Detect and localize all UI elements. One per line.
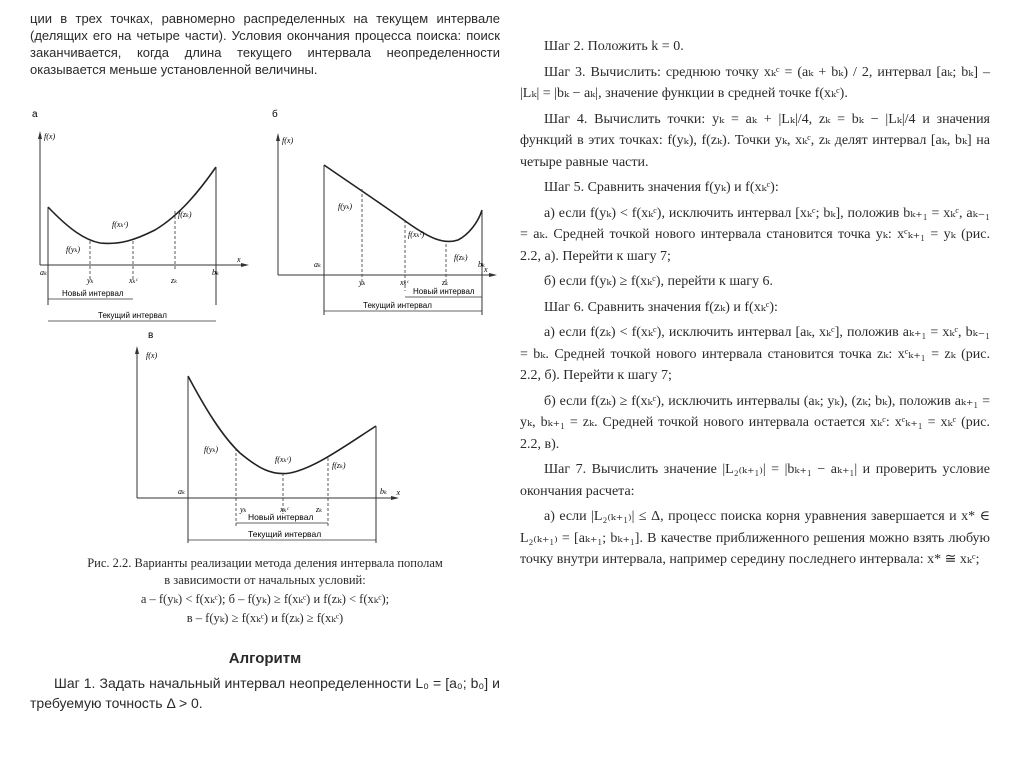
figure-c-current-interval: Текущий интервал — [248, 529, 322, 539]
figure-c-label-fzk: f(zₖ) — [332, 461, 346, 470]
figure-c-y-axis-label: f(x) — [146, 351, 158, 360]
step-6: Шаг 6. Сравнить значения f(zₖ) и f(xₖᶜ): — [544, 299, 778, 315]
algorithm-title: Алгоритм — [228, 650, 302, 667]
figure-c-letter: в — [148, 330, 154, 341]
figure-c-label-fxk: f(xₖᶜ) — [275, 455, 292, 464]
figure-b-label-ak: aₖ — [314, 260, 321, 269]
step-7: Шаг 7. Вычислить значение |L₂₍ₖ₊₁₎| = |bₖ₊₁ − aₖ₊₁| и проверить условие окончания расчета: — [520, 462, 990, 499]
figure-c-label-yk: yₖ — [240, 505, 247, 514]
step-5a: а) если f(yₖ) < f(xₖᶜ), исключить интервал [xₖᶜ; bₖ], положив bₖ₊₁ = xₖᶜ, aₖ₋₁ = aₖ. Средней точкой нового интервала становится точка yₖ: xᶜₖ₊₁ = yₖ (рис. 2.2, а). Перейти к шагу 7; — [520, 205, 990, 264]
step-5: Шаг 5. Сравнить значения f(yₖ) и f(xₖᶜ): — [544, 180, 779, 195]
figure-a-letter: а — [32, 109, 38, 120]
figure-a-curve — [48, 167, 216, 243]
caption-line-3: а – f(yₖ) < f(xₖᶜ); б – f(yₖ) ≥ f(xₖᶜ) и f(zₖ) < f(xₖᶜ); — [140, 592, 390, 606]
figure-a-label-fyk: f(yₖ) — [66, 245, 81, 254]
figure-b-x-axis-label: x — [484, 265, 488, 274]
figure-c-x-axis-label: x — [396, 488, 400, 497]
figure-c-label-fyk: f(yₖ) — [204, 445, 219, 454]
figure-a-y-axis-label: f(x) — [44, 132, 56, 141]
figure-c-label-zk: zₖ — [316, 505, 323, 514]
figure-c — [130, 328, 400, 558]
figure-b-current-interval: Текущий интервал — [363, 301, 432, 310]
intro-paragraph: ции в трех точках, равномерно распределенных на текущем интервале (делящих его на четыре части). Условия окончания процесса поиска: поиск заканчивается, когда длина текущего интервала неопределенности оказывается меньше установленной величины. — [30, 11, 500, 77]
figure-caption — [30, 555, 500, 627]
figure-a-label-zk: zₖ — [171, 276, 178, 285]
figure-b-label-bk: bₖ — [478, 260, 485, 269]
figure-a — [30, 105, 255, 340]
caption-line-2: в зависимости от начальных условий: — [164, 573, 366, 587]
figure-b-letter: б — [272, 109, 278, 120]
figure-b-label-yk: yₖ — [359, 278, 366, 287]
figure-b-y-axis-label: f(x) — [282, 136, 294, 145]
figure-b — [268, 105, 500, 340]
step-1: Шаг 1. Задать начальный интервал неопределенности L₀ = [a₀; b₀] и требуемую точность Δ > 0. — [30, 675, 500, 711]
figure-a-label-ak: aₖ — [40, 268, 47, 277]
figure-a-x-axis-label: x — [237, 255, 241, 264]
figure-b-label-xk: xₖᶜ — [400, 278, 409, 287]
figure-b-label-fzk: f(zₖ) — [454, 253, 468, 262]
figure-c-new-interval: Новый интервал — [248, 512, 314, 522]
step-3: Шаг 3. Вычислить: среднюю точку xₖᶜ = (aₖ + bₖ) / 2, интервал [aₖ; bₖ] – |Lₖ| = |bₖ − aₖ|, значение функции в средней точке f(xₖᶜ). — [520, 64, 990, 101]
caption-line-4: в – f(yₖ) ≥ f(xₖᶜ) и f(zₖ) ≥ f(xₖᶜ) — [186, 611, 344, 625]
figure-a-label-fxk: f(xₖᶜ) — [112, 220, 129, 229]
figure-b-label-fxk: f(xₖᶜ) — [408, 230, 425, 239]
step-7a: а) если |L₂₍ₖ₊₁₎| ≤ Δ, процесс поиска корня уравнения завершается и x* ∈ L₂₍ₖ₊₁₎ = [aₖ₊₁; bₖ₊₁]. В качестве приближенного решения можно взять любую точку внутри интервала, например середину последнего интервала: x* ≅ xₖᶜ; — [520, 509, 990, 567]
step-4: Шаг 4. Вычислить точки: yₖ = aₖ + |Lₖ|/4, zₖ = bₖ − |Lₖ|/4 и значения функций в этих точках: f(yₖ), f(zₖ). Точки yₖ, xₖᶜ, zₖ делят интервал [aₖ, bₖ] на четыре равные части. — [520, 111, 990, 170]
figure-a-label-fzk: f(zₖ) — [178, 210, 192, 219]
figure-b-new-interval: Новый интервал — [413, 287, 475, 296]
figure-a-y-arrow — [38, 131, 42, 139]
figure-c-label-xk: xₖᶜ — [280, 505, 289, 514]
figure-a-label-xk: xₖᶜ — [129, 276, 138, 285]
step-6b: б) если f(zₖ) ≥ f(xₖᶜ), исключить интервалы (aₖ; yₖ), (zₖ; bₖ), положив aₖ₊₁ = yₖ, bₖ₊₁ = zₖ. Средней точкой нового интервала остается xₖᶜ: xᶜₖ₊₁ = xₖᶜ (рис. 2.2, в). — [520, 393, 990, 452]
step-5b: б) если f(yₖ) ≥ f(xₖᶜ), перейти к шагу 6. — [544, 274, 774, 289]
figure-a-label-yk: yₖ — [87, 276, 94, 285]
figure-b-label-fyk: f(yₖ) — [338, 202, 353, 211]
figure-c-y-arrow — [135, 346, 139, 354]
figure-c-label-bk: bₖ — [380, 487, 387, 496]
step-6a: а) если f(zₖ) < f(xₖᶜ), исключить интервал [aₖ, xₖᶜ], положив aₖ₊₁ = xₖᶜ, bₖ₋₁ = bₖ. Средней точкой нового интервала становится точка zₖ: xᶜₖ₊₁ = zₖ (рис. 2.2, б). Перейти к шагу 7; — [520, 325, 990, 383]
left-column — [30, 10, 500, 711]
figure-c-label-ak: aₖ — [178, 487, 185, 496]
figure-a-x-arrow — [241, 263, 249, 267]
step-2: Шаг 2. Положить k = 0. — [544, 39, 684, 54]
figure-b-label-zk: zₖ — [442, 278, 449, 287]
caption-line-1: Рис. 2.2. Варианты реализации метода деления интервала пополам — [87, 556, 443, 570]
figure-b-x-arrow — [489, 273, 497, 277]
right-column — [520, 36, 990, 575]
figure-b-y-arrow — [276, 133, 280, 141]
figure-a-label-bk: bₖ — [212, 268, 219, 277]
figure-a-new-interval: Новый интервал — [62, 289, 124, 298]
figure-a-current-interval: Текущий интервал — [98, 311, 167, 320]
